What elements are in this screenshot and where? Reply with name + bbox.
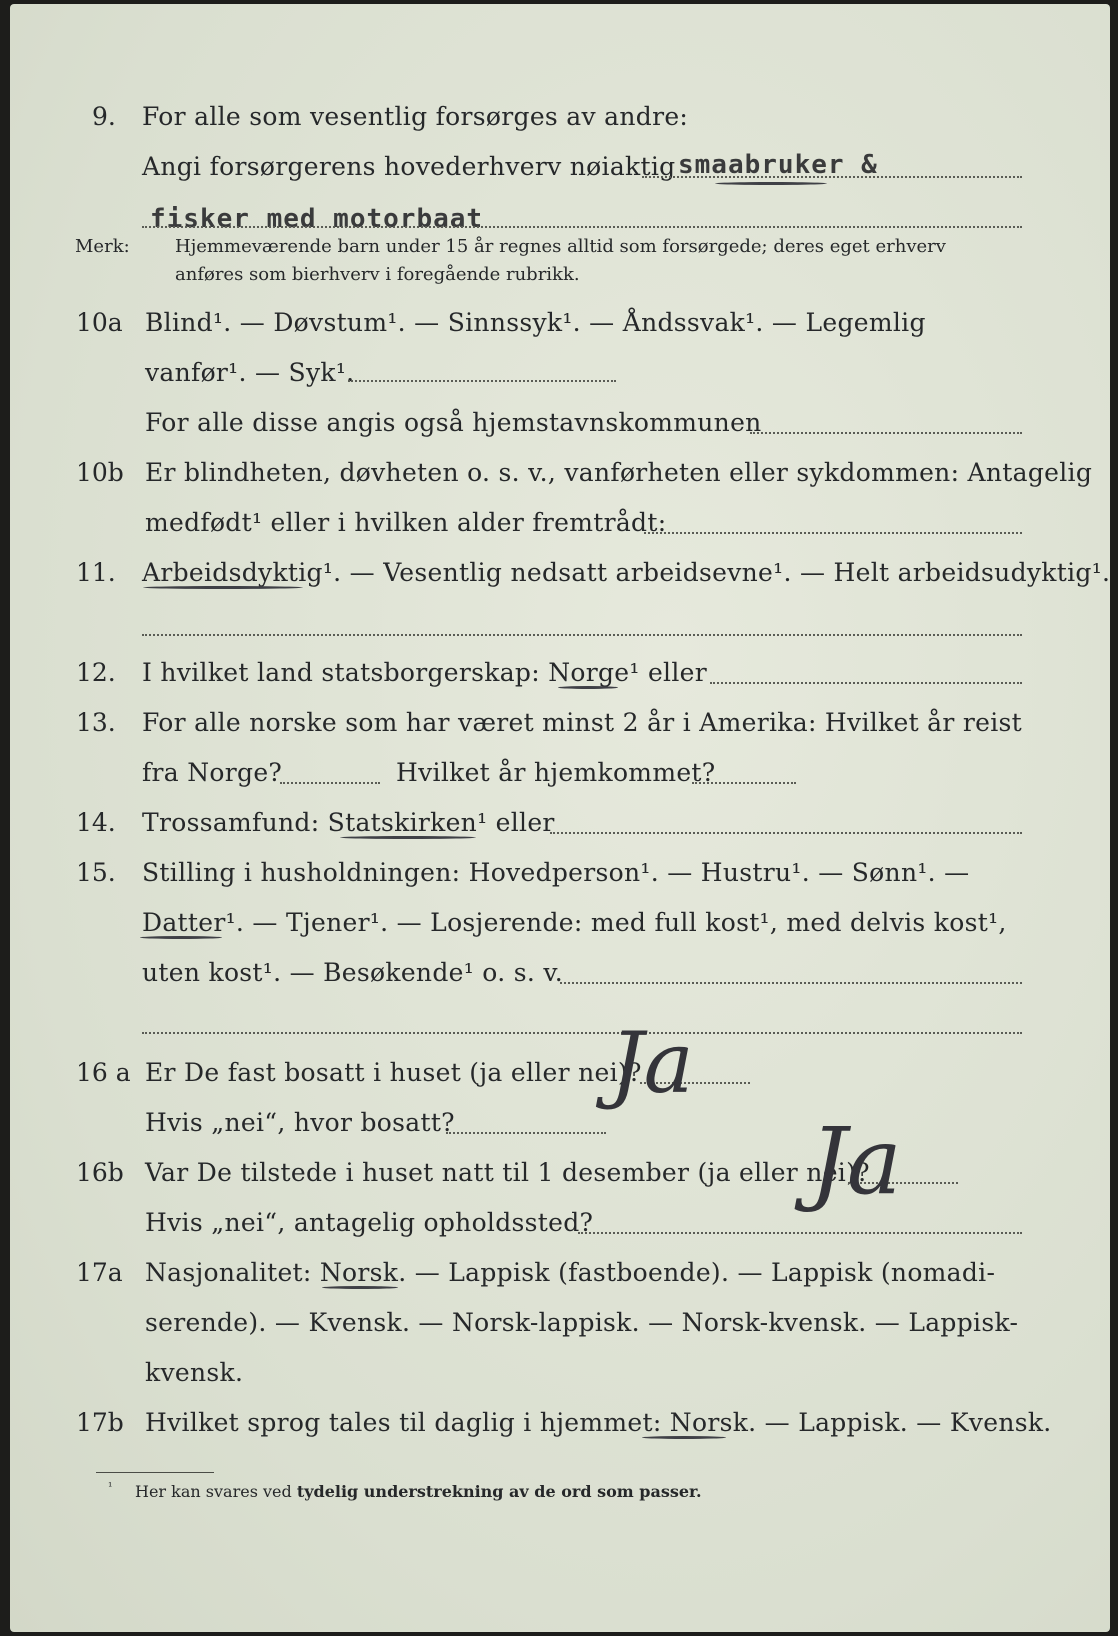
q10b-line2: medfødt¹ eller i hvilken alder fremtrådt: <box>145 508 667 537</box>
q9-answer-line2 <box>142 226 1022 228</box>
q13-hjemkommet-line <box>692 782 796 784</box>
q15-line1: Stilling i husholdningen: Hovedperson¹. — Hustru¹. — Sønn¹. — <box>142 858 970 887</box>
q17b-number: 17b <box>76 1408 124 1437</box>
q16a-bosatt-line <box>446 1132 606 1134</box>
q17a-line3: kvensk. <box>145 1358 244 1387</box>
footnote-rule <box>96 1472 214 1473</box>
merk-line2: anføres som bierhverv i foregående rubrikk. <box>175 264 580 285</box>
q15-line2: Datter¹. — Tjener¹. — Losjerende: med full kost¹, med delvis kost¹, <box>142 908 1007 937</box>
q15-extra-line <box>142 1032 1022 1034</box>
q13-line1: For alle norske som har været minst 2 år i Amerika: Hvilket år reist <box>142 708 1023 737</box>
footnote-text <box>135 1482 702 1501</box>
merk-line1: Hjemmeværende barn under 15 år regnes alltid som forsørgede; deres eget erhverv <box>175 236 946 257</box>
q9-line2: Angi forsørgerens hovederhverv nøiaktig <box>142 152 676 181</box>
q11-line1: Arbeidsdyktig¹. — Vesentlig nedsatt arbeidsevne¹. — Helt arbeidsudyktig¹. <box>142 558 1111 587</box>
q10b-answer-line <box>644 532 1022 534</box>
q16a-line1: Er De fast bosatt i huset (ja eller nei)? <box>145 1058 642 1087</box>
q10a-hjemstavn-line <box>750 432 1022 434</box>
q17b-line1: Hvilket sprog tales til daglig i hjemmet: Norsk. — Lappisk. — Kvensk. <box>145 1408 1052 1437</box>
q17a-underline-norsk <box>322 1286 398 1289</box>
q14-line1: Trossamfund: Statskirken¹ eller <box>142 808 555 837</box>
q13-line2a: fra Norge? <box>142 758 283 787</box>
q11-answer-line <box>142 634 1022 636</box>
q16a-answer-handwritten: Ja <box>610 1014 694 1112</box>
q17b-underline-norsk <box>642 1436 726 1439</box>
q9-answer-handwritten-2: fisker med motorbaat <box>150 204 484 234</box>
q11-underline-arbeidsdyktig <box>143 586 303 589</box>
footnote-mark: ¹ <box>108 1480 113 1493</box>
merk-label: Merk: <box>75 236 130 257</box>
footnote-text-plain: Her kan svares ved <box>135 1482 292 1501</box>
q13-reist-line <box>280 782 380 784</box>
q15-answer-line <box>560 982 1022 984</box>
q17a-number: 17a <box>76 1258 123 1287</box>
q9-line1: For alle som vesentlig forsørges av andre: <box>142 102 689 131</box>
q13-line2b: Hvilket år hjemkommet? <box>396 758 716 787</box>
q11-number: 11. <box>76 558 116 587</box>
q14-underline-statskirken <box>340 836 476 839</box>
q12-number: 12. <box>76 658 116 687</box>
census-form-page <box>10 4 1110 1632</box>
q17a-line1: Nasjonalitet: Norsk. — Lappisk (fastboende). — Lappisk (nomadi- <box>145 1258 996 1287</box>
q16b-line1: Var De tilstede i huset natt til 1 desember (ja eller nei)? <box>145 1158 870 1187</box>
q16b-number: 16b <box>76 1158 124 1187</box>
q16a-line2: Hvis „nei“, hvor bosatt? <box>145 1108 455 1137</box>
q16b-answer-handwritten: Ja <box>810 1108 902 1215</box>
q10b-line1: Er blindheten, døvheten o. s. v., vanførheten eller sykdommen: Antagelig <box>145 458 1093 487</box>
q9-number: 9. <box>92 102 116 131</box>
q10a-answer-line <box>348 380 616 382</box>
q12-answer-line <box>710 682 1022 684</box>
q9-answer-underline <box>715 182 827 185</box>
q15-line3: uten kost¹. — Besøkende¹ o. s. v. <box>142 958 564 987</box>
q9-answer-handwritten-1: smaabruker & <box>678 150 878 180</box>
q12-underline-norge <box>558 686 618 689</box>
q14-number: 14. <box>76 808 116 837</box>
q13-number: 13. <box>76 708 116 737</box>
q10a-line3: For alle disse angis også hjemstavnskommunen <box>145 408 762 437</box>
q15-number: 15. <box>76 858 116 887</box>
q10a-number: 10a <box>76 308 123 337</box>
q12-line1: I hvilket land statsborgerskap: Norge¹ eller <box>142 658 707 687</box>
q10b-number: 10b <box>76 458 124 487</box>
q10a-line1: Blind¹. — Døvstum¹. — Sinnssyk¹. — Åndssvak¹. — Legemlig <box>145 308 926 337</box>
q15-underline-datter <box>140 936 222 939</box>
footnote-text-bold: tydelig understrekning av de ord som passer. <box>296 1482 702 1501</box>
q10a-line2: vanfør¹. — Syk¹. <box>145 358 355 387</box>
q17a-line2: serende). — Kvensk. — Norsk-lappisk. — Norsk-kvensk. — Lappisk- <box>145 1308 1019 1337</box>
q16a-number: 16 a <box>76 1058 131 1087</box>
q16b-line2: Hvis „nei“, antagelig opholdssted? <box>145 1208 594 1237</box>
q14-answer-line <box>550 832 1022 834</box>
q16b-opholdssted-line <box>578 1232 1022 1234</box>
